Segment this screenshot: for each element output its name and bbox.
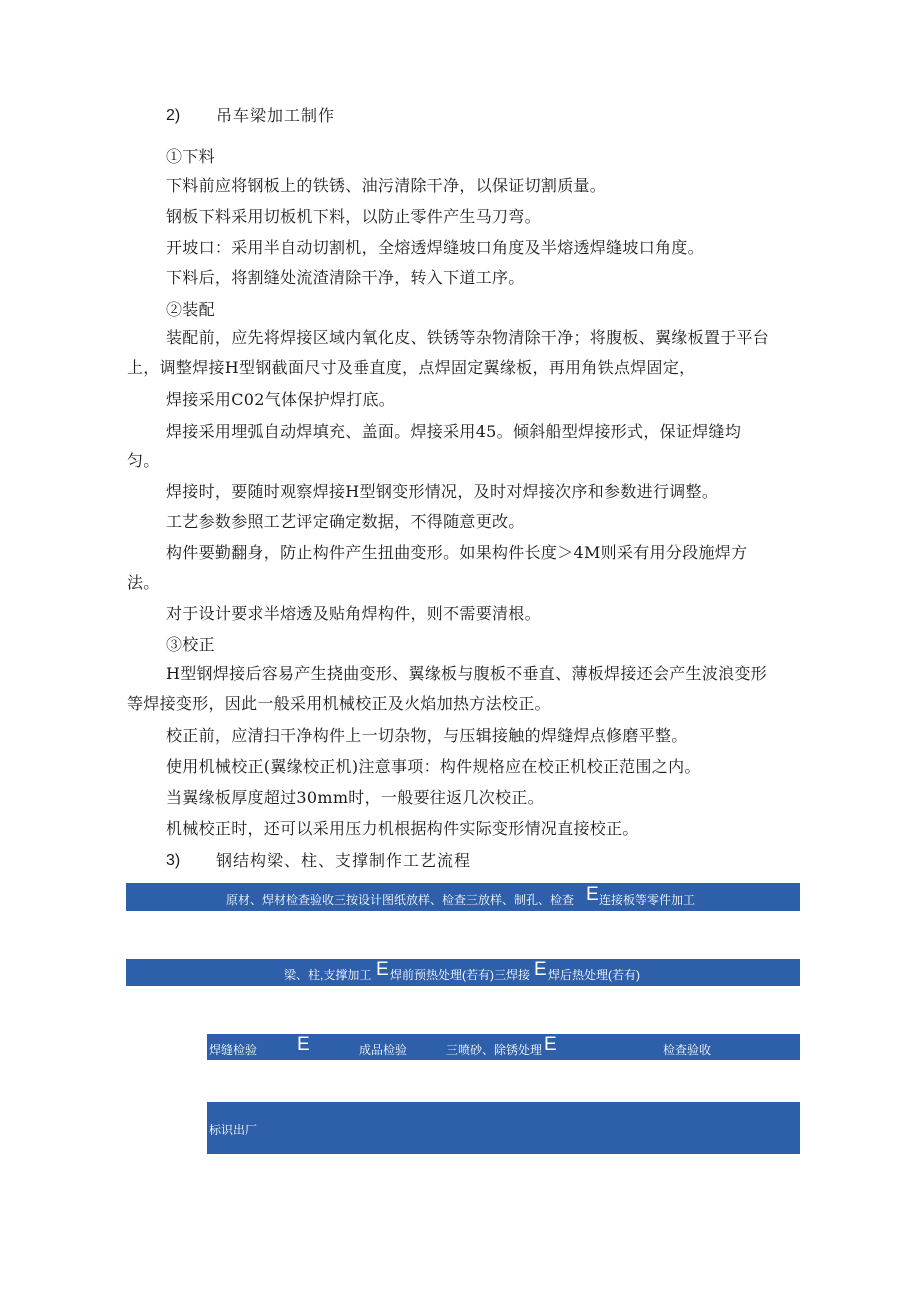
flow-step-text: 焊后热处理(若有) <box>548 968 640 982</box>
flow-step-row-3 <box>207 1034 800 1060</box>
flow-arrow-glyph: E <box>544 1034 557 1055</box>
flow-arrow-glyph: E <box>586 884 599 905</box>
subsection-label: ②装配 <box>166 300 215 319</box>
flow-step-text: 梁、柱,支撑加工 <box>284 968 372 982</box>
paragraph-text: 下料后，将割缝处流渣清除干净，转入下道工序。 <box>166 268 525 287</box>
flow-step-text: 成品检验 <box>359 1043 408 1057</box>
paragraph-text: 下料前应将钢板上的铁锈、油污清除干净，以保证切割质量。 <box>166 176 607 195</box>
paragraph-text: 开坡口：采用半自动切割机，全熔透焊缝坡口角度及半熔透焊缝坡口角度。 <box>166 238 704 257</box>
subsection-label: ①下料 <box>166 147 215 166</box>
flow-arrow-glyph: E <box>534 959 547 980</box>
paragraph-text: 使用机械校正(翼缘校正机)注意事项：构件规格应在校正机校正范围之内。 <box>166 757 701 776</box>
flow-step-text: 连接板等零件加工 <box>599 893 696 907</box>
section-2-number: 2) <box>166 107 181 124</box>
flow-arrow-glyph: E <box>376 959 389 980</box>
section-3-number: 3) <box>166 852 181 869</box>
flow-step-text: 三喷砂、除锈处理 <box>446 1043 543 1057</box>
flow-step-text: 焊缝检验 <box>209 1043 258 1057</box>
section-3-title: 钢结构梁、柱、支撑制作工艺流程 <box>216 851 472 870</box>
flow-arrow-glyph: E <box>297 1034 310 1055</box>
paragraph-text: 校正前，应清扫干净构件上一切杂物，与压辑接触的焊缝焊点修磨平整。 <box>166 726 688 745</box>
flow-step-row-1 <box>126 883 800 911</box>
paragraph-text: 焊接采用埋弧自动焊填充、盖面。焊接采用45。倾斜船型焊接形式，保证焊缝均 <box>166 422 742 441</box>
paragraph-text: 钢板下料采用切板机下料，以防止零件产生马刀弯。 <box>166 207 541 226</box>
flow-step-text: 标识出厂 <box>209 1123 258 1137</box>
subsection-label: ③校正 <box>166 635 215 654</box>
paragraph-text: H型钢焊接后容易产生挠曲变形、翼缘板与腹板不垂直、薄板焊接还会产生波浪变形 <box>166 664 768 683</box>
paragraph-text: 构件要勤翻身，防止构件产生扭曲变形。如果构件长度＞4M则采有用分段施焊方 <box>166 543 748 562</box>
paragraph-text: 机械校正时，还可以采用压力机根据构件实际变形情况直接校正。 <box>166 819 639 838</box>
section-2-title: 吊车梁加工制作 <box>216 106 336 125</box>
paragraph-text: 装配前，应先将焊接区域内氧化皮、铁锈等杂物清除干净；将腹板、翼缘板置于平台 <box>166 328 770 347</box>
flow-step-text: 原材、焊材检查验收三按设计图纸放样、检查三放样、制孔、检查 <box>226 893 575 907</box>
flow-step-row-2 <box>126 959 800 986</box>
paragraph-text: 等焊接变形，因此一般采用机械校正及火焰加热方法校正。 <box>127 694 551 713</box>
paragraph-text: 当翼缘板厚度超过30mm时，一般要往返几次校正。 <box>166 788 544 807</box>
paragraph-text: 焊接采用C02气体保护焊打底。 <box>166 390 396 409</box>
paragraph-text: 对于设计要求半熔透及贴角焊构件，则不需要清根。 <box>166 604 541 623</box>
paragraph-text: 法。 <box>127 573 160 592</box>
paragraph-text: 上，调整焊接H型钢截面尺寸及垂直度，点焊固定翼缘板，再用角铁点焊固定， <box>127 358 696 377</box>
paragraph-text: 匀。 <box>127 451 160 470</box>
paragraph-text: 焊接时，要随时观察焊接H型钢变形情况，及时对焊接次序和参数进行调整。 <box>166 482 719 501</box>
flow-step-text: 焊前预热处理(若有)三焊接 <box>390 968 530 982</box>
flow-step-text: 检查验收 <box>663 1043 712 1057</box>
paragraph-text: 工艺参数参照工艺评定确定数据，不得随意更改。 <box>166 512 525 531</box>
flow-step-row-4 <box>207 1102 800 1154</box>
